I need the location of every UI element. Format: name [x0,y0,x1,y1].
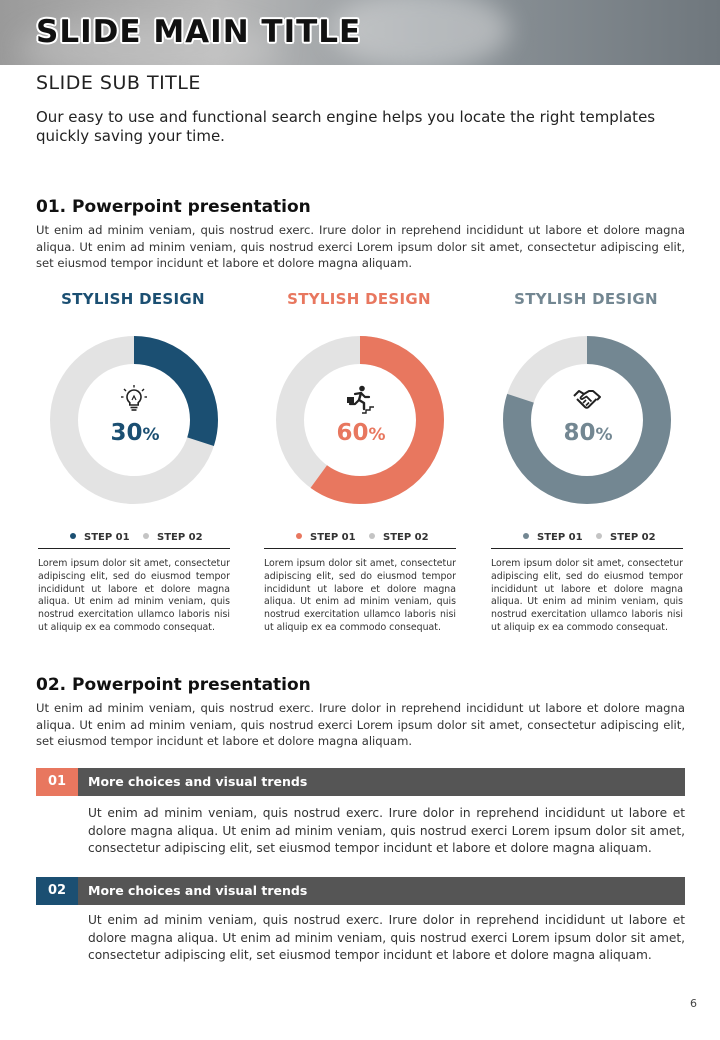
section-2-heading: 02. Powerpoint presentation [36,675,311,695]
divider [38,548,230,549]
section-1-body: Ut enim ad minim veniam, quis nostrud exerc. Irure dolor in reprehend incididunt ut labore et dolore magna aliqua. Ut enim ad minim veniam, quis nostrud exerci Lorem ipsum dolor sit amet, consectetur adipiscing elit, set eiusmod tempor incidunt et labore et dolore magna aliquam. [36,223,685,270]
legend-dot [143,533,149,539]
list-item-bar [36,877,685,905]
item-label: More choices and visual trends [88,883,308,898]
legend-item-step-2: STEP 02 [369,532,429,543]
page-subtitle: SLIDE SUB TITLE [36,72,201,94]
donut-value-label: 30% [110,420,160,446]
chart-title: STYLISH DESIGN [514,290,658,308]
item-label: More choices and visual trends [88,774,308,789]
legend-item-step-1: STEP 01 [296,532,356,543]
lightbulb-icon [119,384,149,414]
list-item-bar [36,768,685,796]
legend-dot [70,533,76,539]
chart-description: Lorem ipsum dolor sit amet, consectetur adipiscing elit, sed do eiusmod tempor incididunt ut labore et dolore magna aliqua. Ut enim ad minim veniam, quis nostrud exercitation ullamco laboris nisi ut aliquip ex ea commodo consequat. [264,558,456,633]
handshake-icon [572,384,602,414]
running-person-icon [345,384,375,414]
page-title: SLIDE MAIN TITLE [36,14,362,50]
divider [264,548,456,549]
legend-dot [596,533,602,539]
page-number: 6 [690,997,697,1010]
chart-legend [262,532,456,546]
item-body: Ut enim ad minim veniam, quis nostrud exerc. Irure dolor in reprehend incididunt ut labore et dolore magna aliqua. Ut enim ad minim veniam, quis nostrud exerci Lorem ipsum dolor sit amet, consectetur adipiscing elit, set eiusmod tempor incidunt et labore et dolore magna aliquam. [88,806,685,855]
chart-legend [489,532,683,546]
chart-description: Lorem ipsum dolor sit amet, consectetur adipiscing elit, sed do eiusmod tempor incididunt ut labore et dolore magna aliqua. Ut enim ad minim veniam, quis nostrud exercitation ullamco laboris nisi ut aliquip ex ea commodo consequat. [38,558,230,633]
legend-item-step-2: STEP 02 [143,532,203,543]
legend-item-step-1: STEP 01 [523,532,583,543]
legend-item-step-1: STEP 01 [70,532,130,543]
intro-text: Our easy to use and functional search engine helps you locate the right templates quickly saving your time. [36,108,656,145]
chart-title: STYLISH DESIGN [61,290,205,308]
divider [491,548,683,549]
item-number-badge: 01 [36,768,78,796]
legend-dot [369,533,375,539]
chart-title: STYLISH DESIGN [287,290,431,308]
donut-value-label: 80% [563,420,613,446]
legend-dot [523,533,529,539]
item-body: Ut enim ad minim veniam, quis nostrud exerc. Irure dolor in reprehend incididunt ut labore et dolore magna aliqua. Ut enim ad minim veniam, quis nostrud exerci Lorem ipsum dolor sit amet, consectetur adipiscing elit, set eiusmod tempor incidunt et labore et dolore magna aliquam. [88,913,685,962]
section-2-body: Ut enim ad minim veniam, quis nostrud exerc. Irure dolor in reprehend incididunt ut labore et dolore magna aliqua. Ut enim ad minim veniam, quis nostrud exerci Lorem ipsum dolor sit amet, consectetur adipiscing elit, set eiusmod tempor incidunt et labore et dolore magna aliquam. [36,701,685,748]
section-1-heading: 01. Powerpoint presentation [36,197,311,217]
chart-legend [36,532,230,546]
chart-description: Lorem ipsum dolor sit amet, consectetur adipiscing elit, sed do eiusmod tempor incididunt ut labore et dolore magna aliqua. Ut enim ad minim veniam, quis nostrud exercitation ullamco laboris nisi ut aliquip ex ea commodo consequat. [491,558,683,633]
legend-item-step-2: STEP 02 [596,532,656,543]
legend-dot [296,533,302,539]
item-number-badge: 02 [36,877,78,905]
donut-value-label: 60% [336,420,386,446]
